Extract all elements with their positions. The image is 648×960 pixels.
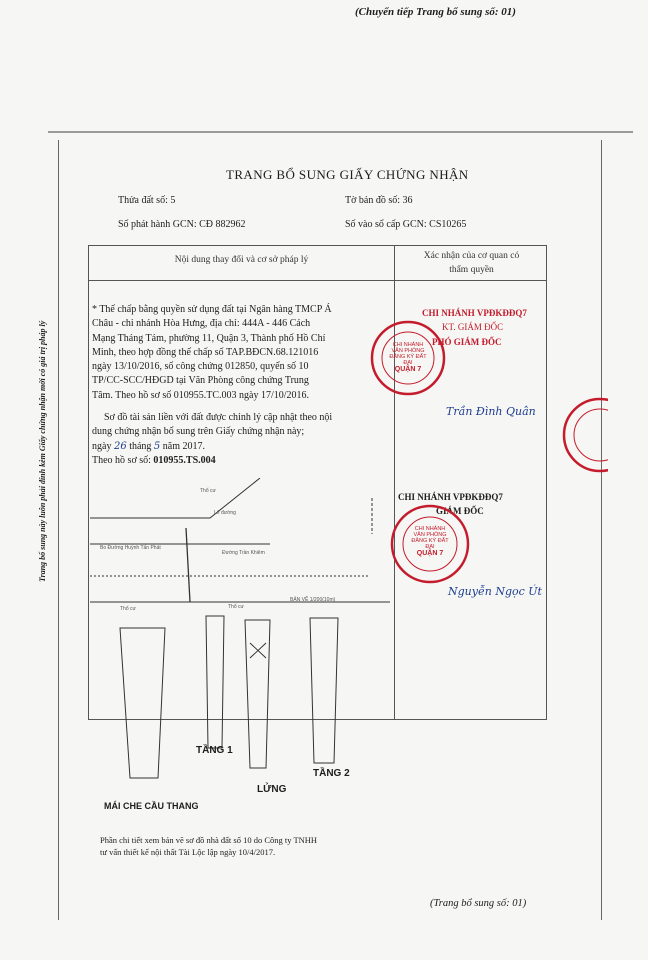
side-legal-note: Trang bổ sung này luôn phải đính kèm Giấy chứng nhận mới có giá trị pháp lý bbox=[38, 320, 47, 582]
footnote-line: tư vấn thiết kế nội thất Tài Lộc lập ngày 10/4/2017. bbox=[100, 847, 276, 857]
entry-number: Số vào sổ cấp GCN: CS10265 bbox=[345, 219, 467, 230]
mortgage-line: TP/CC-SCC/HĐGD tại Văn Phòng công chứng Trung bbox=[92, 375, 309, 387]
dossier-number: 010955.TS.004 bbox=[153, 454, 216, 466]
header-changes: Nội dung thay đổi và cơ sở pháp lý bbox=[174, 255, 309, 265]
partial-stamp bbox=[560, 395, 608, 475]
plan-floor-2 bbox=[310, 618, 338, 763]
plan-mezzanine bbox=[245, 620, 270, 768]
branch-name-2: CHI NHÁNH VPĐKĐĐQ7 bbox=[398, 492, 503, 502]
map-sheet-number: Tờ bản đồ số: 36 bbox=[345, 195, 413, 206]
role-title-1: PHÓ GIÁM ĐỐC bbox=[432, 337, 502, 347]
floor-1-label: TẦNG 1 bbox=[196, 745, 233, 756]
mortgage-line: Tâm. Theo hồ sơ số 010955.TC.003 ngày 17/10/2016. bbox=[92, 389, 310, 401]
signature-name-1: Trần Đình Quân bbox=[446, 405, 536, 418]
mortgage-line: Châu - chi nhánh Hòa Hưng, địa chỉ: 444A - 446 Cách bbox=[92, 318, 311, 330]
dossier-line bbox=[92, 454, 388, 468]
continuation-note: (Chuyển tiếp Trang bổ sung số: 01) bbox=[355, 6, 516, 18]
header-confirmation-2: thẩm quyền bbox=[449, 265, 494, 275]
issue-number: Số phát hành GCN: CĐ 882962 bbox=[118, 219, 246, 230]
plan-floor-1 bbox=[206, 616, 224, 748]
update-date-line bbox=[92, 440, 388, 454]
footnote bbox=[100, 834, 317, 858]
lot-boundary bbox=[186, 528, 190, 602]
stamp-district: QUẬN 7 bbox=[416, 550, 444, 557]
floor-2-label: TẦNG 2 bbox=[313, 768, 350, 779]
stamp-line: ĐĂNG KÝ ĐẤT ĐAI bbox=[389, 354, 427, 366]
stamp-line: CHI NHÁNH bbox=[392, 342, 424, 348]
stamp-text-2 bbox=[408, 526, 452, 557]
stamp-district: QUẬN 7 bbox=[394, 366, 422, 373]
mortgage-line: Minh, theo hợp đồng thế chấp số TAP.BĐCN.68.121016 bbox=[92, 346, 319, 358]
footnote-line: Phần chi tiết xem bản vẽ sơ đồ nhà đất số 10 do Công ty TNHH bbox=[100, 835, 318, 845]
year-label: năm 2017. bbox=[162, 440, 205, 452]
land-label-right: Thổ cư bbox=[228, 604, 244, 610]
floor-plan-diagram bbox=[90, 478, 390, 783]
mortgage-entry bbox=[92, 303, 388, 403]
scale-label: BẢN VẼ 1/200(10m) bbox=[290, 597, 336, 603]
mortgage-line: Mạng Tháng Tám, phường 11, Quận 3, Thành phố Hồ Chí bbox=[92, 332, 326, 344]
month-label: tháng bbox=[129, 440, 152, 452]
stamp-line: VĂN PHÒNG bbox=[391, 348, 425, 354]
table-column-divider bbox=[394, 246, 395, 719]
mortgage-line: * Thế chấp bằng quyền sử dụng đất tại Ngân hàng TMCP Á bbox=[92, 304, 332, 315]
stair-mark bbox=[250, 643, 266, 658]
update-line: Sơ đồ tài sản liền với đất được chỉnh lý cập nhật theo nội bbox=[104, 412, 333, 423]
stamp-line: ĐĂNG KÝ ĐẤT ĐAI bbox=[411, 538, 449, 550]
date-label: ngày bbox=[92, 440, 112, 452]
stamp-line: CHI NHÁNH bbox=[414, 526, 446, 532]
stamp-line: VĂN PHÒNG bbox=[413, 532, 447, 538]
role-prefix-1: KT. GIÁM ĐỐC bbox=[442, 322, 504, 332]
land-label: Thổ cư bbox=[200, 488, 216, 494]
page-title: TRANG BỔ SUNG GIẤY CHỨNG NHẬN bbox=[226, 167, 469, 182]
dossier-label: Theo hồ sơ số: bbox=[92, 454, 151, 466]
stamp-text-1 bbox=[386, 342, 430, 373]
plan-outline-left bbox=[120, 628, 165, 778]
land-label-left: Thổ cư bbox=[120, 606, 136, 612]
stair-roof-label: MÁI CHE CẦU THANG bbox=[104, 801, 199, 811]
top-divider bbox=[48, 131, 633, 133]
role-title-2: GIÁM ĐỐC bbox=[436, 506, 484, 516]
signature-name-2: Nguyễn Ngọc Út bbox=[448, 585, 542, 598]
road-top-label: Lê đường bbox=[214, 510, 236, 516]
branch-name-1: CHI NHÁNH VPĐKĐĐQ7 bbox=[422, 308, 527, 318]
mezzanine-label: LỬNG bbox=[257, 784, 287, 795]
diagram-update-entry bbox=[92, 411, 388, 468]
page-footer: (Trang bổ sung số: 01) bbox=[430, 898, 527, 909]
handwritten-day: 26 bbox=[113, 440, 127, 452]
handwritten-month: 5 bbox=[153, 440, 161, 452]
road-mid-label: Đường Trần Khiêm bbox=[222, 550, 265, 556]
parcel-number: Thửa đất số: 5 bbox=[118, 195, 176, 206]
mortgage-line: ngày 13/10/2016, số công chứng 012850, quyển số 10 bbox=[92, 361, 309, 373]
update-line: dung chứng nhận bổ sung trên Giấy chứng nhận này; bbox=[92, 426, 305, 438]
table-header-divider bbox=[89, 280, 546, 281]
header-confirmation-1: Xác nhận của cơ quan có bbox=[423, 251, 520, 261]
road-left-label: Bo Đường Huỳnh Tấn Phát bbox=[100, 545, 161, 551]
